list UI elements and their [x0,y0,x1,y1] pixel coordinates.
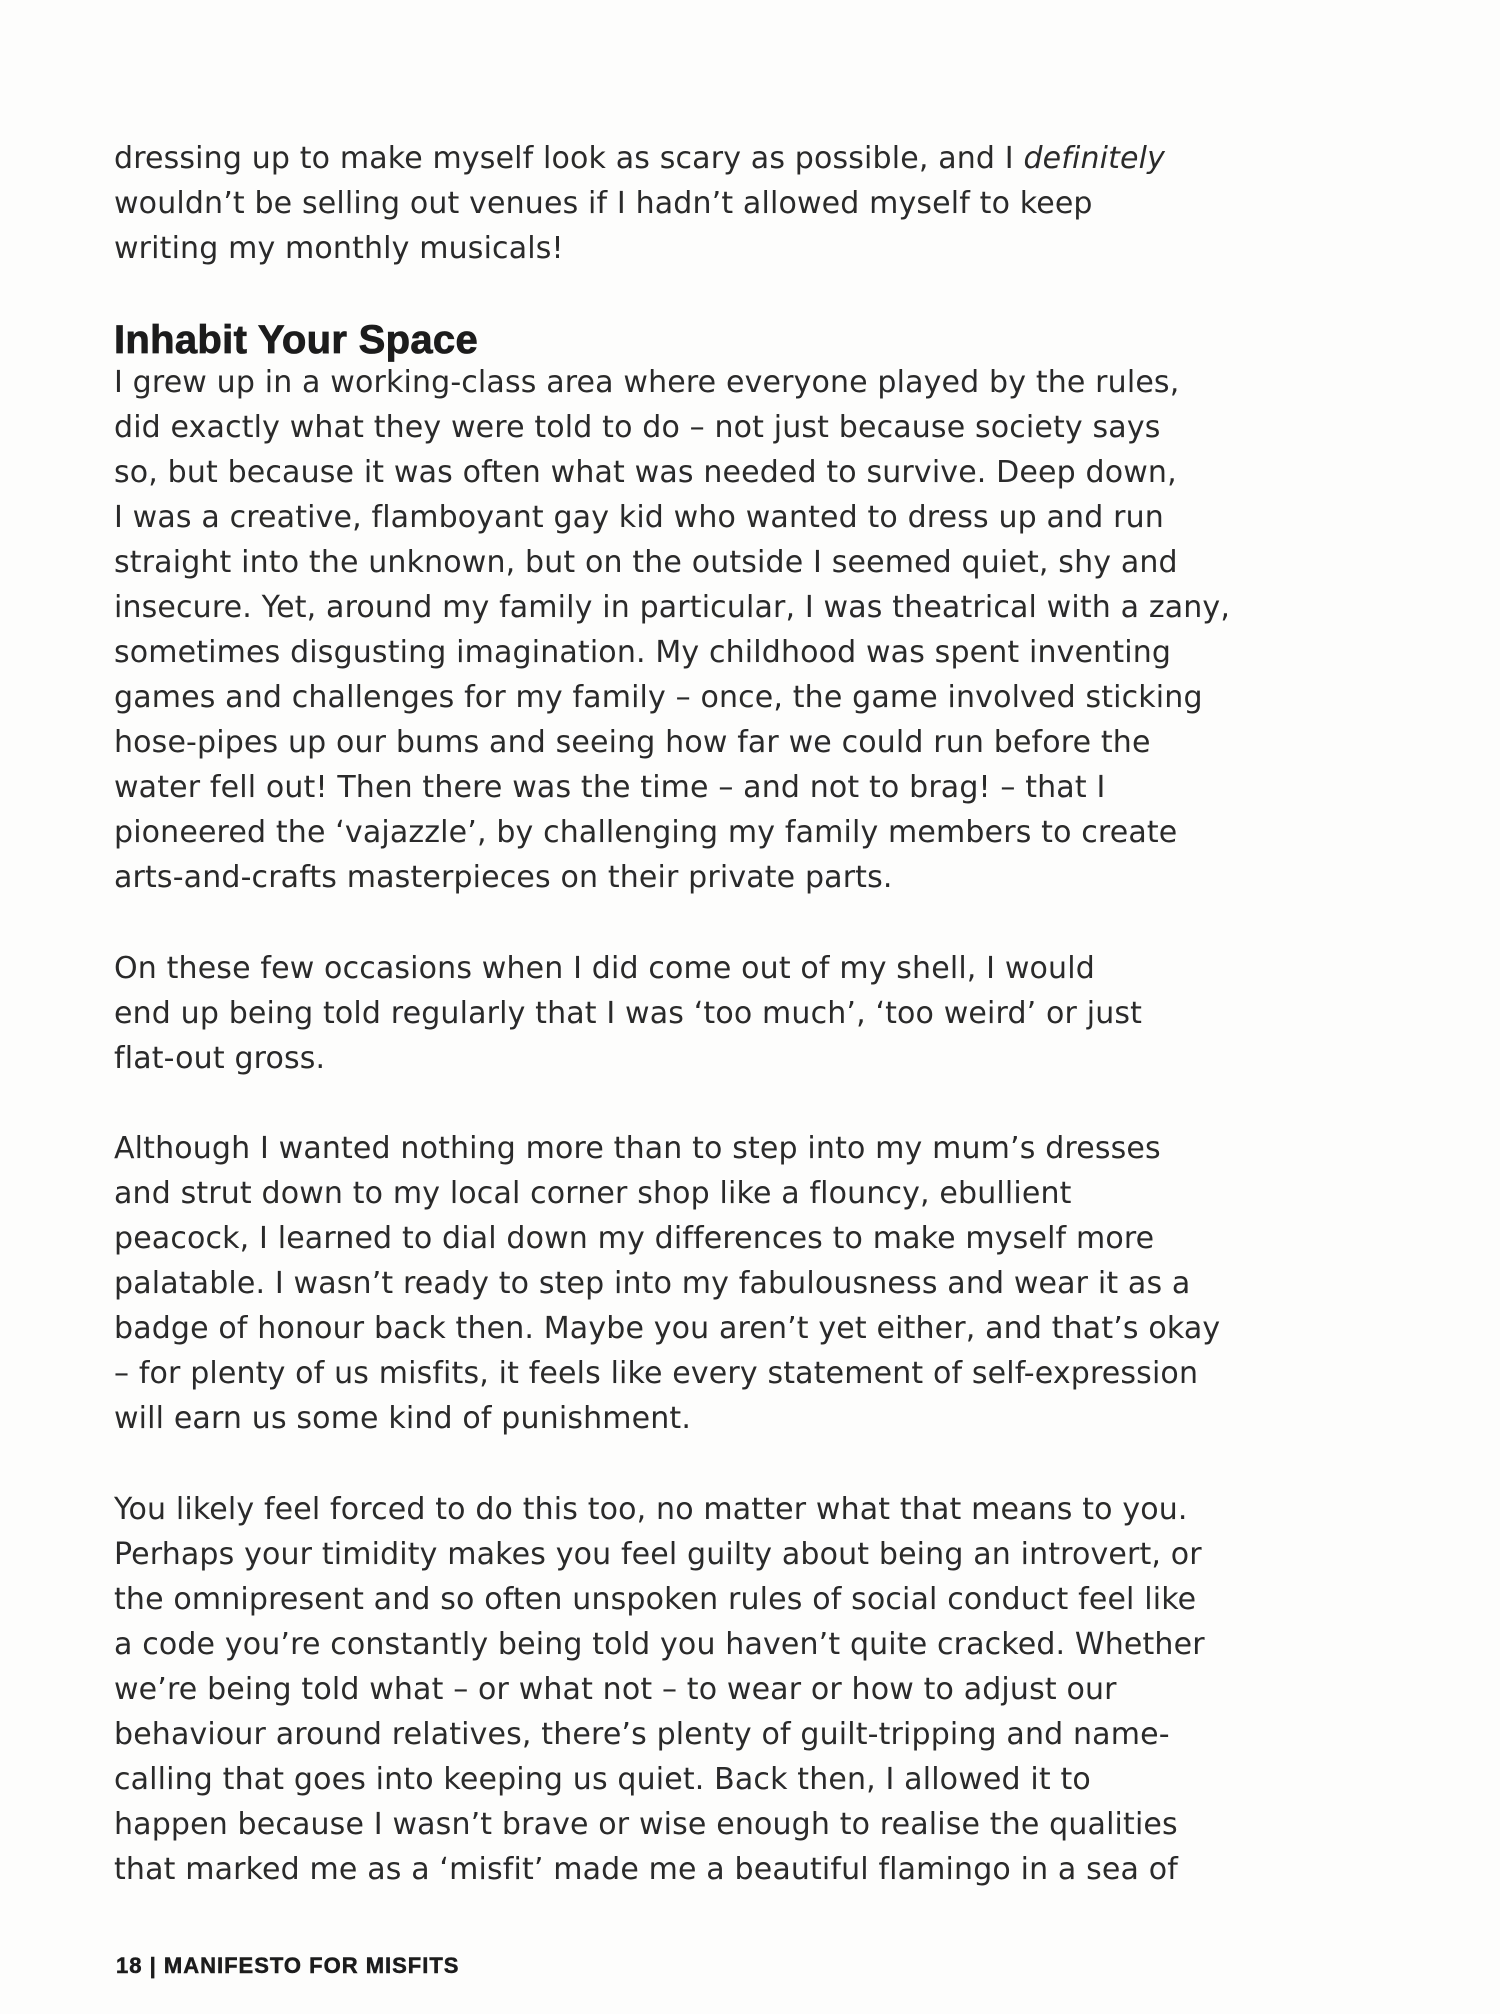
text-line: peacock, I learned to dial down my differences to make myself more [114,1221,1155,1256]
paragraph-4 [114,1487,1205,1892]
text-line: games and challenges for my family – once, the game involved sticking [114,680,1203,715]
text-line: water fell out! Then there was the time – and not to brag! – that I [114,770,1106,805]
text-line: – for plenty of us misfits, it feels like every statement of self-expression [114,1356,1199,1391]
text-line: arts-and-crafts masterpieces on their private parts. [114,860,893,895]
paragraph-2 [114,946,1194,1081]
text-line: Perhaps your timidity makes you feel guilty about being an introvert, or [114,1537,1202,1572]
text-line: On these few occasions when I did come out of my shell, I would [114,951,1095,986]
section-heading: Inhabit Your Space [114,318,478,362]
paragraph-1 [114,360,1231,900]
text-line: flat-out gross. [114,1041,326,1076]
text-line: calling that goes into keeping us quiet. Back then, I allowed it to [114,1762,1091,1797]
text-line: I was a creative, flamboyant gay kid who wanted to dress up and run [114,500,1164,535]
page-footer [116,1953,459,1979]
text-line: insecure. Yet, around my family in particular, I was theatrical with a zany, [114,590,1231,625]
text-line: will earn us some kind of punishment. [114,1401,691,1436]
text-line: palatable. I wasn’t ready to step into my fabulousness and wear it as a [114,1266,1191,1301]
text-line: that marked me as a ‘misfit’ made me a beautiful flamingo in a sea of [114,1852,1178,1887]
book-title: MANIFESTO FOR MISFITS [163,1953,460,1978]
text-line: the omnipresent and so often unspoken rules of social conduct feel like [114,1582,1197,1617]
text-line: You likely feel forced to do this too, no matter what that means to you. [114,1492,1188,1527]
text-line: pioneered the ‘vajazzle’, by challenging my family members to create [114,815,1178,850]
text-line: end up being told regularly that I was ‘too much’, ‘too weird’ or just [114,996,1143,1031]
text-line: hose-pipes up our bums and seeing how far we could run before the [114,725,1151,760]
text-line: I grew up in a working-class area where everyone played by the rules, [114,365,1180,400]
text-line: we’re being told what – or what not – to wear or how to adjust our [114,1672,1117,1707]
text-line: dressing up to make myself look as scary as possible, and I definitely [114,141,1166,176]
text-line: straight into the unknown, but on the outside I seemed quiet, shy and [114,545,1178,580]
text-line: a code you’re constantly being told you haven’t quite cracked. Whether [114,1627,1205,1662]
intro-paragraph [114,136,1194,271]
text-line: did exactly what they were told to do – not just because society says [114,410,1161,445]
emphasis-word: definitely [1023,141,1166,176]
text-line: happen because I wasn’t brave or wise enough to realise the qualities [114,1807,1178,1842]
text-line: and strut down to my local corner shop like a flouncy, ebullient [114,1176,1072,1211]
text-line: so, but because it was often what was needed to survive. Deep down, [114,455,1177,490]
text-line: sometimes disgusting imagination. My childhood was spent inventing [114,635,1172,670]
text-line: wouldn’t be selling out venues if I hadn’t allowed myself to keep [114,186,1093,221]
text-line: behaviour around relatives, there’s plenty of guilt-tripping and name- [114,1717,1170,1752]
page-number: 18 [116,1953,143,1978]
text-line: writing my monthly musicals! [114,231,564,266]
text-line: badge of honour back then. Maybe you aren’t yet either, and that’s okay [114,1311,1221,1346]
text-line: Although I wanted nothing more than to step into my mum’s dresses [114,1131,1161,1166]
paragraph-3 [114,1126,1221,1441]
footer-separator: | [142,1953,164,1978]
